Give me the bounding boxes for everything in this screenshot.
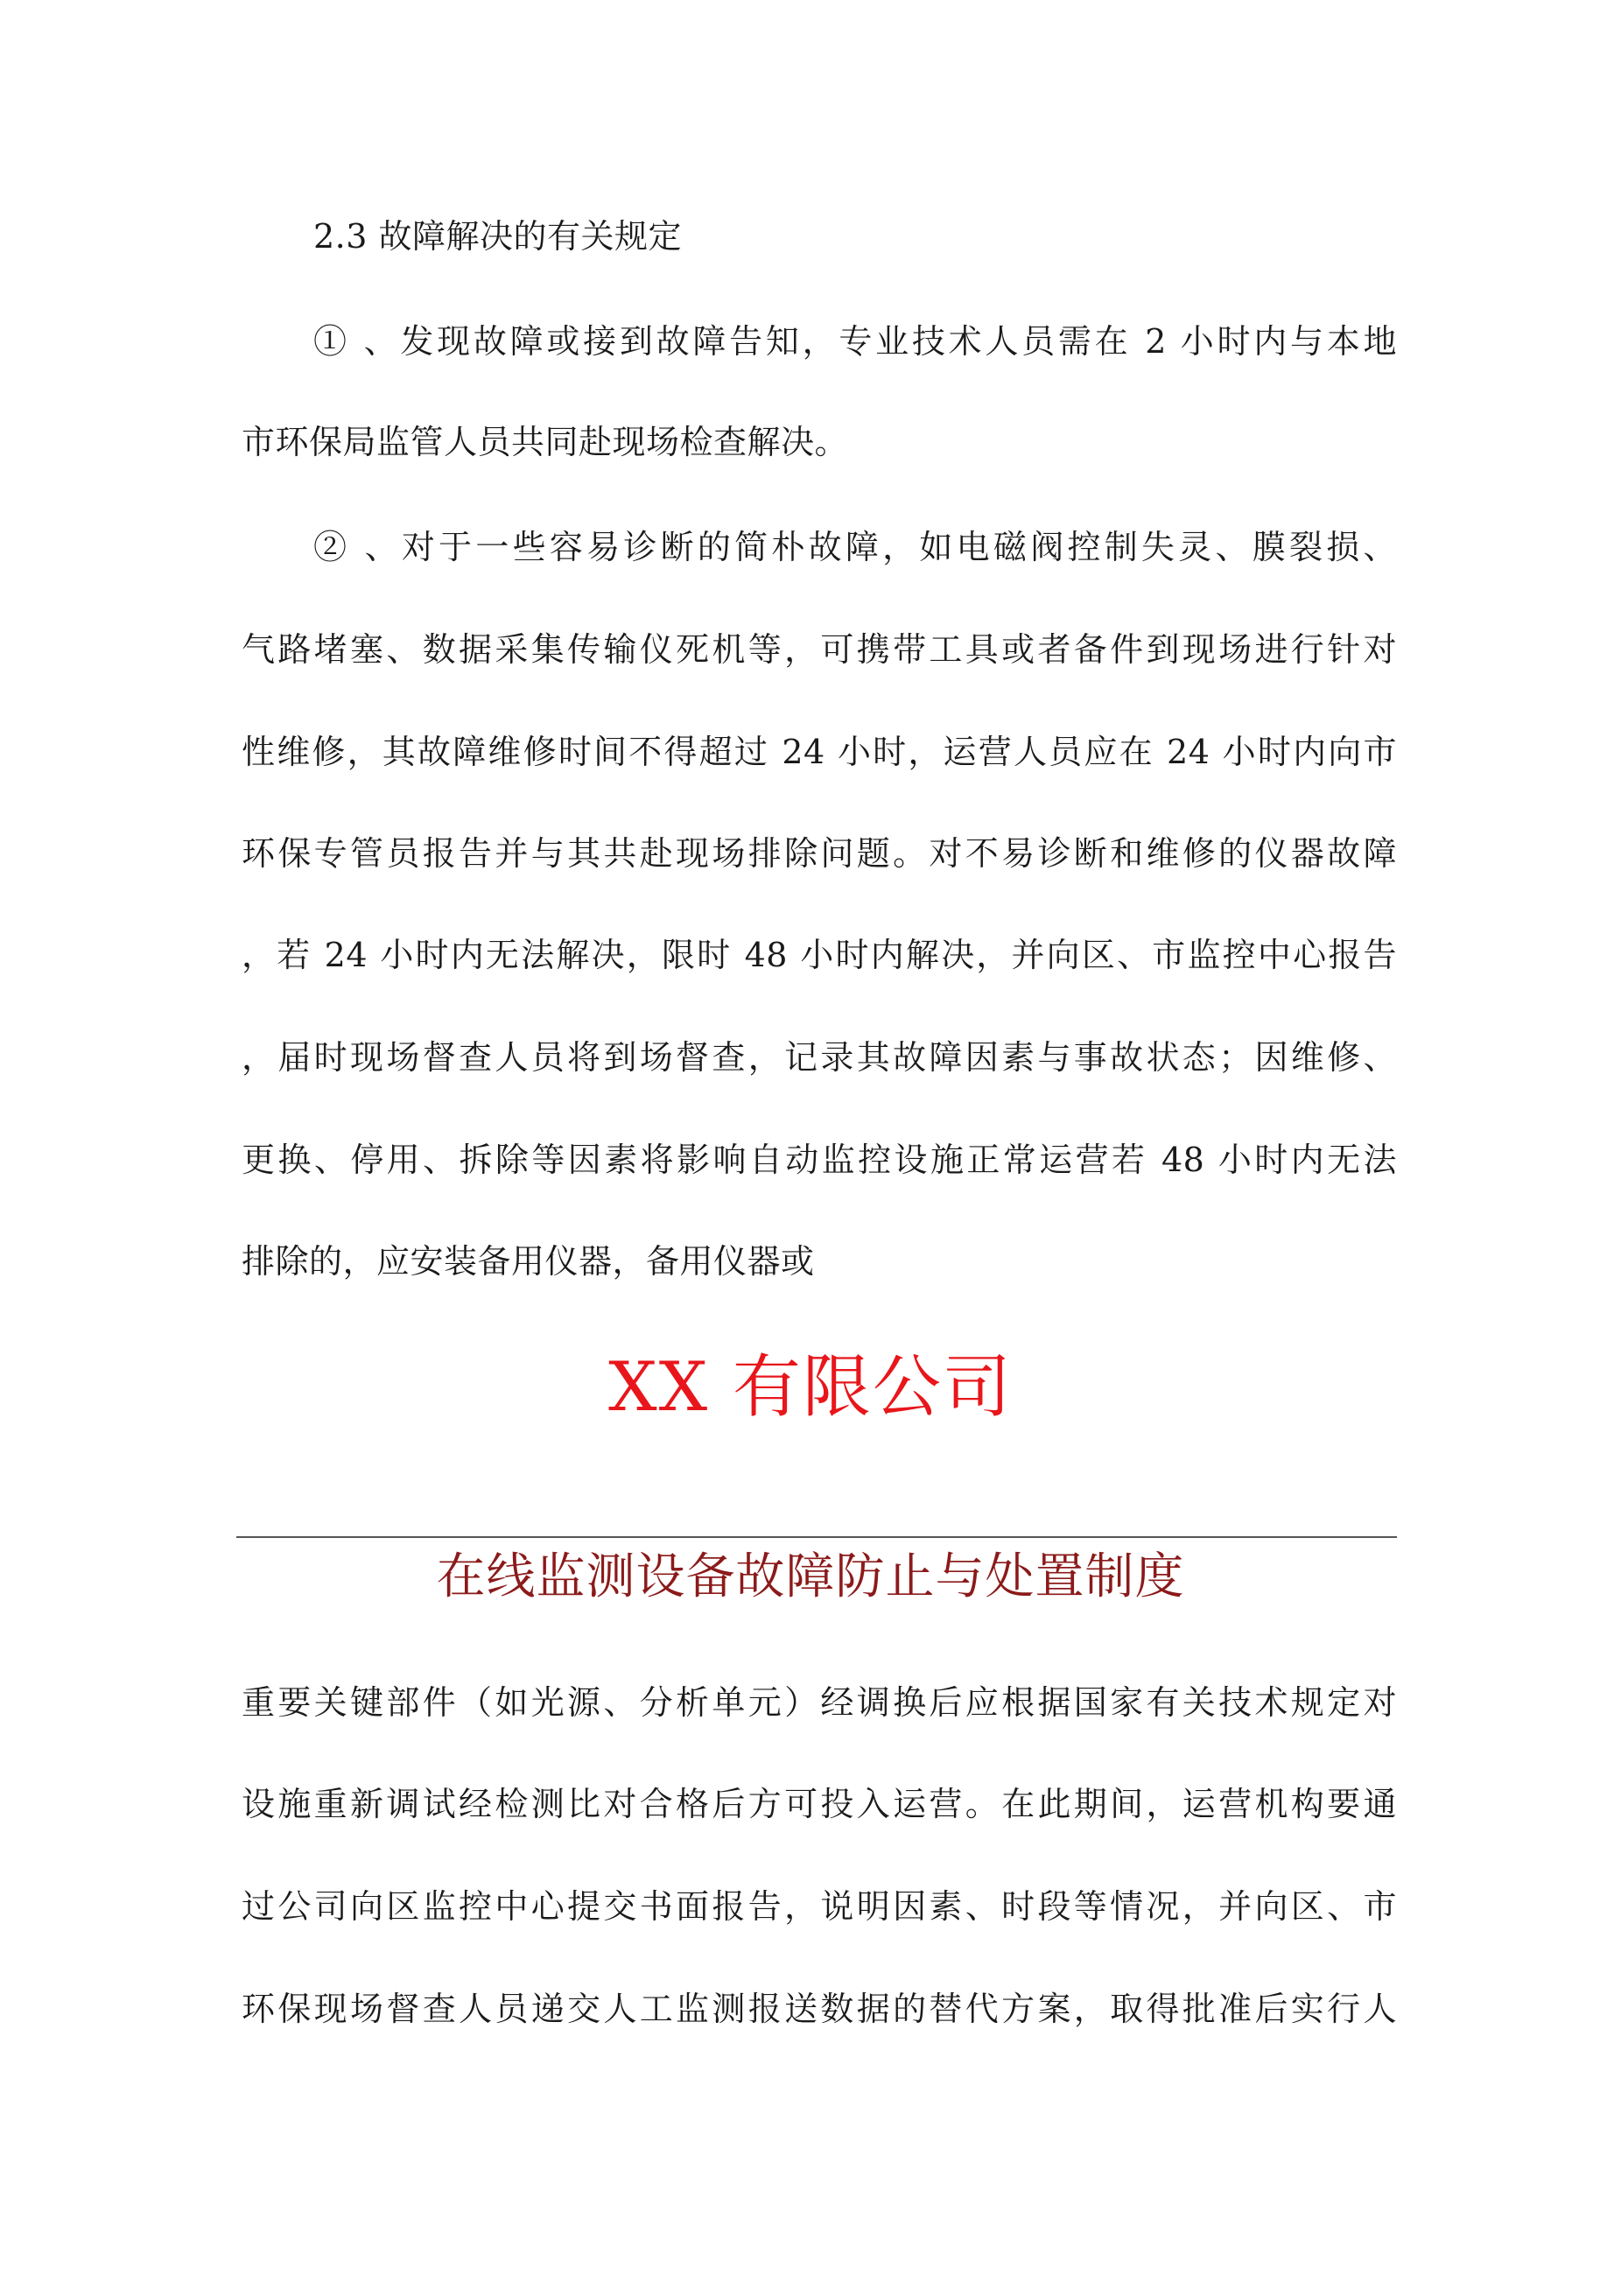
document-title: 在线监测设备故障防止与处置制度 bbox=[436, 1548, 1185, 1605]
paragraph-2-line-6: ，届时现场督查人员将到场督查，记录其故障因素与事故状态；因维修、 bbox=[242, 1038, 1397, 1077]
paragraph-2-line-2: 气路堵塞、数据采集传输仪死机等，可携带工具或者备件到现场进行针对 bbox=[242, 630, 1397, 669]
header-divider bbox=[236, 1536, 1397, 1538]
body-line-1: 重要关键部件（如光源、分析单元）经调换后应根据国家有关技术规定对 bbox=[242, 1683, 1397, 1722]
section-heading: 2.3 故障解决的有关规定 bbox=[313, 217, 683, 256]
paragraph-1-line-2: 市环保局监管人员共同赴现场检查解决。 bbox=[242, 423, 849, 461]
paragraph-2-line-8: 排除的，应安装备用仪器，备用仪器或 bbox=[242, 1242, 815, 1281]
paragraph-2-line-1: ② 、对于一些容易诊断的简朴故障，如电磁阀控制失灵、膜裂损、 bbox=[313, 528, 1397, 566]
body-line-4: 环保现场督查人员递交人工监测报送数据的替代方案，取得批准后实行人 bbox=[242, 1990, 1397, 2028]
paragraph-1-line-1: ① 、发现故障或接到故障告知，专业技术人员需在 2 小时内与本地 bbox=[313, 322, 1397, 361]
paragraph-2-line-4: 环保专管员报告并与其共赴现场排除问题。对不易诊断和维修的仪器故障 bbox=[242, 834, 1397, 873]
company-name: XX 有限公司 bbox=[608, 1348, 1013, 1427]
paragraph-2-line-3: 性维修，其故障维修时间不得超过 24 小时，运营人员应在 24 小时内向市 bbox=[242, 733, 1397, 771]
body-line-2: 设施重新调试经检测比对合格后方可投入运营。在此期间，运营机构要通 bbox=[242, 1785, 1397, 1823]
paragraph-2-line-7: 更换、停用、拆除等因素将影响自动监控设施正常运营若 48 小时内无法 bbox=[242, 1141, 1397, 1179]
paragraph-2-line-5: ，若 24 小时内无法解决，限时 48 小时内解决，并向区、市监控中心报告 bbox=[242, 936, 1397, 974]
body-line-3: 过公司向区监控中心提交书面报告，说明因素、时段等情况，并向区、市 bbox=[242, 1887, 1397, 1926]
